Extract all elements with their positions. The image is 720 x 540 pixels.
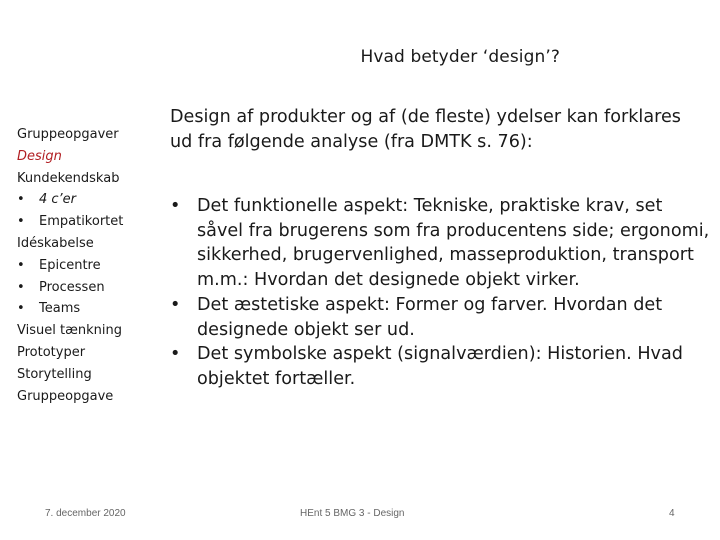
sidebar-item-ideskabelse[interactable] (17, 233, 157, 255)
slide-title: Hvad betyder ‘design’? (360, 47, 560, 67)
bullet-icon: • (17, 257, 25, 273)
bullet-icon: • (17, 301, 25, 317)
sidebar-item-label: Idéskabelse (17, 235, 94, 251)
sidebar-item-kundekendskab[interactable] (17, 168, 157, 190)
sidebar-item-teams[interactable] (17, 298, 157, 320)
sidebar-item-4-cer[interactable] (17, 189, 157, 211)
bullet-item-symbolic (170, 342, 710, 391)
sidebar-item-label: Kundekendskab (17, 170, 120, 186)
sidebar-item-epicentre[interactable] (17, 255, 157, 277)
footer-page-number: 4 (669, 508, 675, 519)
footer-course-label: HEnt 5 BMG 3 - Design (300, 508, 405, 519)
sidebar-item-label: 4 c’er (39, 192, 77, 208)
sidebar-item-label: Processen (39, 279, 105, 295)
sidebar-item-gruppeopgaver[interactable] (17, 124, 157, 146)
sidebar-item-label: Visuel tænkning (17, 323, 122, 339)
intro-paragraph: Design af produkter og af (de fleste) ydelser kan forklares ud fra følgende analyse (fra DMTK s. 76): (170, 107, 681, 152)
footer-date: 7. december 2020 (45, 508, 126, 519)
sidebar-item-storytelling[interactable] (17, 364, 157, 386)
bullet-icon: • (17, 279, 25, 295)
aspect-bullet-list (170, 194, 710, 392)
bullet-item-functional (170, 194, 710, 293)
sidebar-item-label: Storytelling (17, 366, 92, 382)
bullet-text: Det æstetiske aspekt: Former og farver. Hvordan det designede objekt ser ud. (197, 294, 663, 340)
sidebar-nav (17, 124, 157, 407)
bullet-icon: • (17, 214, 25, 230)
sidebar-item-label: Epicentre (39, 257, 101, 273)
bullet-text: Det funktionelle aspekt: Tekniske, praktiske krav, set såvel fra brugerens som fra producentens side; ergonomi, sikkerhed, brugervenlighed, masseproduktion, transport m.m.: Hvordan det designede objekt virker. (197, 196, 710, 291)
sidebar-item-visuel-taenkning[interactable] (17, 320, 157, 342)
sidebar-item-label: Gruppeopgave (17, 388, 114, 404)
sidebar-item-label: Design (17, 148, 62, 164)
bullet-icon: • (170, 196, 181, 216)
sidebar-item-label: Prototyper (17, 344, 86, 360)
bullet-icon: • (170, 294, 181, 315)
bullet-item-aesthetic (170, 293, 710, 342)
sidebar-item-gruppeopgave[interactable] (17, 386, 157, 408)
sidebar-item-empatikortet[interactable] (17, 211, 157, 233)
sidebar-item-prototyper[interactable] (17, 342, 157, 364)
sidebar-item-label: Empatikortet (39, 214, 124, 230)
sidebar-item-processen[interactable] (17, 277, 157, 299)
bullet-icon: • (170, 344, 181, 365)
sidebar-item-design[interactable] (17, 146, 157, 168)
sidebar-item-label: Teams (39, 301, 81, 317)
bullet-icon: • (17, 192, 25, 208)
sidebar-item-label: Gruppeopgaver (17, 127, 119, 142)
bullet-text: Det symbolske aspekt (signalværdien): Historien. Hvad objektet fortæller. (197, 344, 683, 389)
